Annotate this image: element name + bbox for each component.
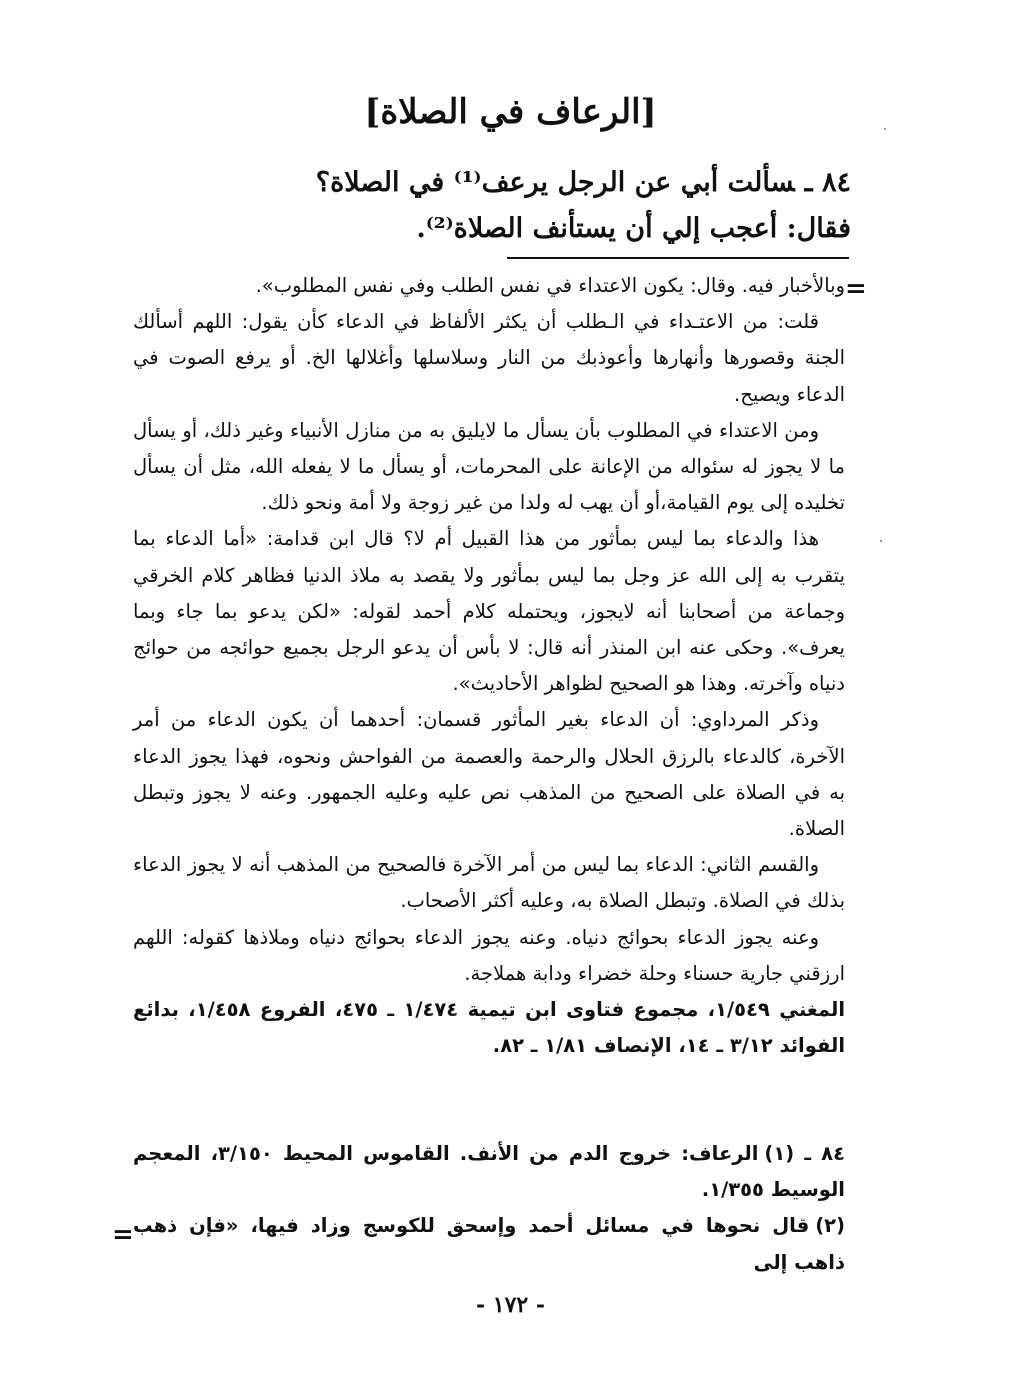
note-paragraph: ومن الاعتداء في المطلوب بأن يسأل ما لايليق به من منازل الأنبياء وغير ذلك، أو يسأل ما لا يجوز له سئواله من الإعانة على المحرمات، أو يسأل ما لا يفعله الله، مثل أن يسأل تخليده إلى يوم القيامة،أو أن يهب له ولدا من غير زوجة ولا أمة ونحو ذلك. <box>133 418 845 515</box>
scan-speck <box>880 540 882 542</box>
footnote-1-marker: ٨٤ ـ (١) <box>764 1142 845 1165</box>
question-line-1 <box>151 160 851 206</box>
note-paragraph: هذا والدعاء بما ليس بمأثور من هذا القبيل أم لا؟ قال ابن قدامة: «أما الدعاء بما يتقرب به إلى الله عز وجل بما ليس بمأثور ولا يقصد به ملاذ الدنيا فظاهر كلام الخرقي وجماعة من أصحابنا أنه لايجوز، ويحتمله كلام أحمد لقوله: «لكن يدعو بما جاء وبما يعرف». وحكى عنه ابن المنذر أنه قال: لا بأس أن يدعو الرجل بجميع حوائجه من حوائج دنياه وآخرته. وهذا هو الصحيح لظواهر الأحاديث». <box>133 527 845 696</box>
question-number: ٨٤ ـ <box>804 167 851 198</box>
answer-line: فقال: أعجب إلي أن يستأنف الصلاة⁽²⁾. <box>416 213 851 244</box>
question-block <box>151 160 851 252</box>
question-text: سألت أبي عن الرجل يرعف⁽¹⁾ في الصلاة؟ <box>315 167 795 198</box>
notes-block <box>133 268 845 1064</box>
continuation-mark-top: = <box>845 274 867 304</box>
footnote-2-text: قال نحوها في مسائل أحمد وإسحق للكوسج وزاد فيها، «فإن ذهب ذاهب إلى <box>133 1214 845 1274</box>
references: المغني ١/٥٤٩، مجموع فتاوى ابن تيمية ١/٤٧٤ ـ ٤٧٥، الفروع ١/٤٥٨، بدائع الفوائد ٣/١٢ ـ ١٤، الإنصاف ١/٨١ ـ ٨٢. <box>133 998 845 1058</box>
note-paragraph: وعنه يجوز الدعاء بحوائج دنياه. وعنه يجوز الدعاء بحوائج دنياه وملاذها كقوله: اللهم ارزقني جارية حسناء وحلة خضراء ودابة هملاجة. <box>133 925 845 985</box>
note-paragraph: قلت: من الاعتـداء في الـطلب أن يكثر الألفاظ في الدعاء كأن يقول: اللهم أسألك الجنة وقصورها وأنهارها وأعوذبك من النار وسلاسلها وأغلالها الخ. أو يرفع الصوت في الدعاء ويصيح. <box>133 310 845 406</box>
footnote-separator <box>507 257 849 259</box>
page-number: - ١٧٢ - <box>475 1292 546 1318</box>
footnote-1-text: الرعاف: خروج الدم من الأنف. القاموس المحيط ٣/١٥٠، المعجم الوسيط ١/٣٥٥. <box>133 1142 845 1202</box>
footnotes-block <box>133 1136 845 1281</box>
scan-speck <box>884 128 886 130</box>
footnote-2 <box>133 1208 845 1280</box>
footnote-1 <box>133 1136 845 1208</box>
note-paragraph: وبالأخبار فيه. وقال: يكون الاعتداء في نفس الطلب وفي نفس المطلوب». <box>255 274 845 297</box>
footnote-2-marker: (٢) <box>815 1214 845 1238</box>
section-title: [الرعاف في الصلاة] <box>364 92 657 132</box>
continuation-mark-bottom: = <box>112 1220 134 1250</box>
note-paragraph: وذكر المرداوي: أن الدعاء بغير المأثور قسمان: أحدهما أن يكون الدعاء من أمر الآخرة، كالدعاء بالرزق الحلال والرحمة والعصمة من الفواحش ونحوه، فهذا يجوز الدعاء به في الصلاة على الصحيح من المذهب نص عليه وعليه الجمهور. وعنه لا يجوز وتبطل الصلاة. <box>133 708 845 841</box>
note-paragraph: والقسم الثاني: الدعاء بما ليس من أمر الآخرة فالصحيح من المذهب أنه لا يجوز الدعاء بذلك في الصلاة. وتبطل الصلاة به، وعليه أكثر الأصحاب. <box>133 853 845 913</box>
